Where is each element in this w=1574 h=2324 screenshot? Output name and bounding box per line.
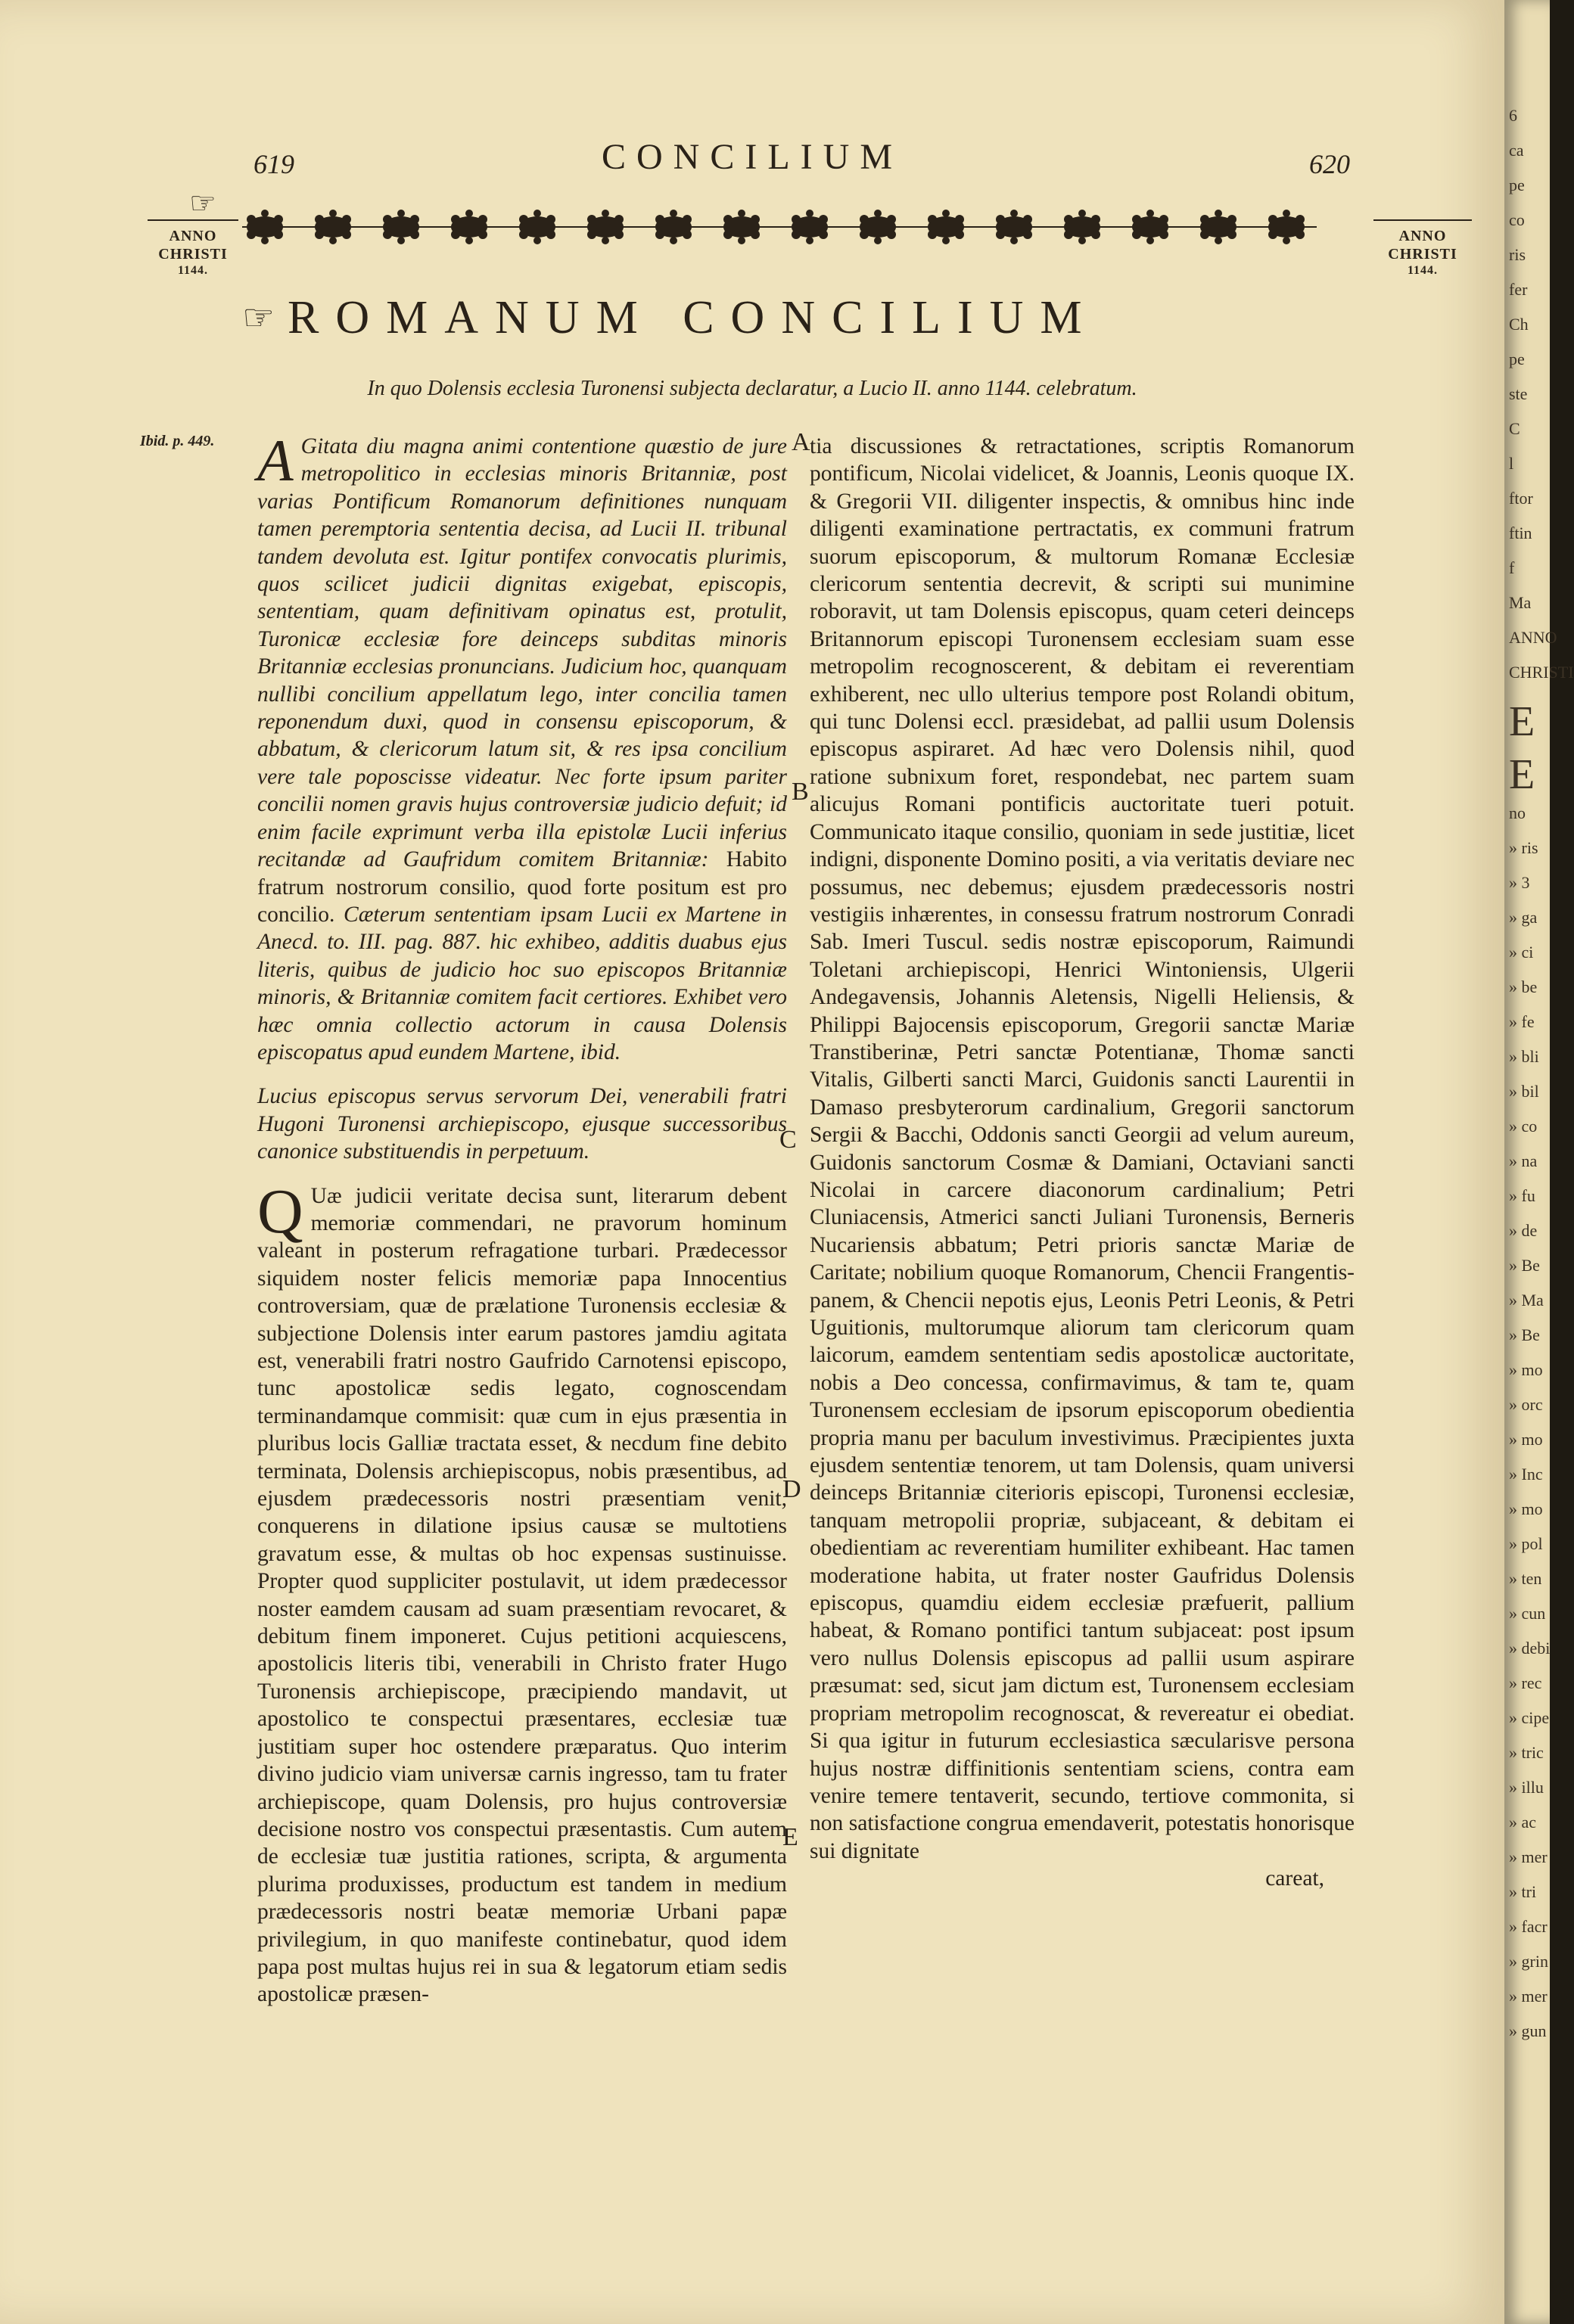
quoted-phrase: Habito fratrum nostrorum consilio, quod forte positum est pro concilio. — [257, 847, 787, 927]
next-page-fragment: » mo — [1509, 1430, 1543, 1449]
document-title: ROMANUM CONCILIUM — [288, 292, 1099, 343]
next-page-fragment: » mer — [1509, 1847, 1548, 1866]
section-letter-b: B — [792, 778, 809, 806]
next-page-fragment: » ris — [1509, 838, 1538, 857]
next-page-fragment: co — [1509, 210, 1525, 229]
next-page-fragment: » Be — [1509, 1325, 1540, 1344]
next-page-fragment: » cun — [1509, 1604, 1546, 1623]
next-page-fragment: ftor — [1509, 489, 1533, 508]
anno-christi-right: ANNO CHRISTI 1144. — [1388, 228, 1457, 277]
next-page-fragment: » mer — [1509, 1987, 1548, 2006]
next-page-fragment: pe — [1509, 176, 1525, 194]
next-page-fragment: » Inc — [1509, 1465, 1543, 1484]
drop-cap-q: Q — [257, 1176, 303, 1247]
next-page-fragment: » ci — [1509, 943, 1534, 962]
next-page-fragment: l — [1509, 454, 1514, 473]
next-page-fragment: » grin — [1509, 1952, 1548, 1971]
page-number-right: 620 — [1309, 149, 1350, 179]
next-page-fragment: Ma — [1509, 593, 1532, 612]
next-page-fragment: » mo — [1509, 1360, 1543, 1379]
letter-address: Lucius episcopus servus servorum Dei, venerabili fratri Hugoni Turonensi archiepiscopo, ejusque successoribus canonice substituendis in perpetuum. — [257, 1084, 787, 1164]
letter-body: Q Uæ judicii veritate decisa sunt, literarum debent memoriæ commendari, ne pravorum hominum valeant in posterum refragatione turbari. Prædecessor siquidem noster felicis memoriæ papa Innocentius controversiam, quæ de prælatione Turonensis ecclesiæ & subjectione Dolensis inter earum pastores jamdiu agitata est, venerabili fratri nostro Gaufrido Carnotensi episcopo, tunc apostolicæ sedis legato, cognoscendam terminandamque commisit: quæ cum in ejus præsentia in pluribus locis Galliæ tractata esset, & necdum fine debito terminata, Dolensis archiepiscopus, nobis præsentibus, ad ejusdem prædecessoris nostri præsentiam venit, conquerens in dilatione ipsius causæ se multotiens gravatum esse, & multas ob hoc expensas sustinuisse. Propter quod suppliciter postulavit, ut idem prædecessor noster eamdem causam ad suam præsentiam revocaret, & debitum finem imponeret. Cujus petitioni acquiescens, apostolicis literis tibi, venerabili in Christo frater Hugo Turonensis archiepiscope, præcipiendo mandavit, ut apostolico te conspectui præsentares, ecclesiæ tuæ justitiam super hoc ostendere præparatus. Quo interim divino judicio viam universæ carnis ingresso, tam tu frater archiepiscope, quam Dolensis, pro hujus controversiæ decisione nostro vos conspectui præsentastis. Cum autem de ecclesiæ tuæ justitia rationes, scripta, & argumenta plurima produxisses, productum est tandem in medium prædecessoris nostri beatæ memoriæ Urbani papæ privilegium, in quo manifeste continebatur, quod idem papa post multas hujus rei in sua & legatorum etiam sedis apostolicæ præsen- — [257, 1176, 787, 2007]
next-page-fragment: » Be — [1509, 1256, 1540, 1275]
next-page-fragment: » co — [1509, 1117, 1538, 1136]
next-page-fragment: » na — [1509, 1151, 1538, 1170]
next-page-fragment: » ac — [1509, 1813, 1537, 1832]
next-page-fragment: » orc — [1509, 1395, 1543, 1414]
next-page-fragment: » rec — [1509, 1673, 1542, 1692]
next-page-fragment: » illu — [1509, 1778, 1544, 1797]
next-page-fragment: » facr — [1509, 1917, 1548, 1936]
rule-right — [1373, 219, 1472, 221]
next-page-fragment: » pol — [1509, 1534, 1543, 1553]
next-page-fragment: 6 — [1509, 106, 1517, 125]
next-page-fragment: Ch — [1509, 315, 1529, 334]
next-page-fragment: fer — [1509, 280, 1528, 299]
anno-christi-left: ANNO CHRISTI 1144. — [158, 228, 228, 277]
next-page-fragment: » ga — [1509, 908, 1538, 927]
next-page-fragment: » cipe — [1509, 1708, 1550, 1727]
next-page-fragment: » ten — [1509, 1569, 1542, 1588]
pointing-hand-icon: ☞ — [242, 298, 275, 338]
next-page-fragment: ftin — [1509, 524, 1532, 542]
next-page-fragment: » bil — [1509, 1082, 1539, 1101]
section-letter-e: E — [782, 1823, 798, 1851]
next-page-fragment: » fe — [1509, 1012, 1535, 1031]
section-letter-a: A — [792, 428, 810, 456]
next-page-fragment: » 3 — [1509, 873, 1530, 892]
right-column — [810, 433, 1355, 1893]
running-title: CONCILIUM — [602, 137, 903, 177]
next-page-fragment: » mo — [1509, 1499, 1543, 1518]
margin-reference: Ibid. p. 449. — [140, 433, 215, 449]
next-page-fragment: » de — [1509, 1221, 1538, 1240]
next-page-fragment: » bli — [1509, 1047, 1539, 1066]
ornament-band — [242, 204, 1317, 250]
next-page-fragment: pe — [1509, 350, 1525, 368]
next-page-fragment: f — [1509, 558, 1515, 577]
page-number-left: 619 — [254, 149, 294, 179]
letter-continuation: tia discussiones & retractationes, scriptis Romanorum pontificum, Nicolai videlicet, & Joannis, Leonis quoque IX. & Gregorii VII. diligenter inspectis, & omnibus hinc inde diligenti examinatione pertractatis, ex communi fratrum suorum episcoporum, & multorum Romanæ Ecclesiæ clericorum sententia decrevit, & scripti sui munimine roboravit, ut tam Dolensis episcopus, quam ceteri deinceps Britannorum episcopi Turonensem ecclesiam suam esse metropolim recognoscerent, & debitam ei reverentiam exhiberent, nec ullo ulterius tempore post Rolandi obitum, qui tunc Dolensi eccl. præsidebat, ad pallii usum Dolensis episcopus aspiraret. Ad hæc vero Dolensis nihil, quod ratione subnixum foret, respondebat, nec partem suam alicujus Romani pontificis auctoritate tueri potuit. Communicato itaque consilio, quoniam in sede justitiæ, licet indigni, disponente Domino positi, a via veritatis deviare nec possumus, nec debemus; ejusdem prædecessoris nostri vestigiis inhærentes, in consessu fratrum nostrorum Conradi Sab. Imeri Tuscul. sedis nostræ episcoporum, Raimundi Toletani archiepiscopi, Henrici Wintoniensis, Ulgerii Andegavensis, Johannis Aletensis, Nigelli Heliensis, & Philippi Bajocensis episcoporum, Gregorii sanctæ Mariæ Transtiberinæ, Petri sanctæ Potentianæ, Thomæ sancti Vitalis, Gilberti sancti Marci, Guidonis sancti Laurentii in Damaso presbyterorum cardinalium, Gregorii sanctorum Sergii & Bacchi, Oddonis sancti Georgii ad velum aureum, Guidonis sanctorum Cosmæ & Damiani, Octaviani sancti Nicolai in carcere diaconorum cardinalium; Petri Cluniacensis, Atmerici sancti Juliani Turonensis, Berneris Nucariensis abbatum; Petri prioris sanctæ Mariæ de Caritate; nobilium quoque Romanorum, Chencii Frangentis-panem, & Chencii nepotis ejus, Leonis Petri Leonis, & Petri Uguitionis, multorumque aliorum tam clericorum quam laicorum, eamdem sententiam sedis apostolicæ auctoritate, nobis a Deo concessa, confirmavimus, & tam te, quam Turonensem ecclesiam de ipsorum episcoporum obedientia propria manu per baculum investivimus. Præcipientes juxta ejusdem sententiæ tenorem, ut tam Dolensis, quam universi deinceps Britanniæ citerioris episcopi, Turonensi ecclesiæ, tanquam metropolii propriæ, subjaceant, & debitam ei obedientiam ac reverentiam humiliter exhibeant. Hac tamen moderatione habita, ut frater noster Gaufridus Dolensis episcopus, quamdiu eidem ecclesiæ præfuerit, pallium habeat, & Romano pontifici tantum subjaceat: post ipsum vero nullus Dolensis episcopus ad pallii usum aspirare præsumat: sed, sicut jam dictum est, Turonensem ecclesiam propriam metropolim recognoscat, & revereatur ei obediat. Si qua igitur in futurum ecclesiastica sæcularisve persona hujus nostræ diffinitionis sententiam sciens, contra eam venire temere tentaverit, secundo, tertiove commonita, si non satisfactione congrua emendaverit, potestatis honorisque sui dignitate — [810, 434, 1355, 1863]
next-page-fragment: » debi — [1509, 1639, 1551, 1658]
drop-cap-a: A — [257, 427, 294, 493]
next-page-fragment: » Ma — [1509, 1291, 1544, 1310]
next-page-fragment: » tric — [1509, 1743, 1544, 1762]
next-page-fragment: » tri — [1509, 1882, 1537, 1901]
pointing-hand-icon: ☞ — [189, 186, 216, 220]
rule-left — [148, 219, 238, 221]
next-page-fragment: E — [1509, 698, 1535, 745]
section-letter-d: D — [782, 1475, 801, 1503]
next-page-fragment: CHRISTI — [1509, 663, 1574, 682]
next-page-fragment: ca — [1509, 141, 1524, 160]
next-page-fragment: ste — [1509, 384, 1528, 403]
next-page-fragment: C — [1509, 419, 1520, 438]
next-page-edge — [1504, 0, 1574, 2324]
next-page-fragment: no — [1509, 803, 1526, 822]
section-letter-c: C — [779, 1126, 797, 1154]
introduction: A Gitata diu magna animi contentione quæstio de jure metropolitico in ecclesias minoris Britanniæ, post varias Pontificum Romanorum definitiones nunquam tamen peremptoria sententia decisa, ad Lucii II. tribunal tandem devoluta est. Igitur pontifex convocatis plurimis, quos scilicet judicii dignitas exigebat, episcopis, sententiam, quam definitivam opinatus est, protulit, Turonicæ ecclesiæ fore deinceps subditas minoris Britanniæ ecclesias pronuncians. Judicium hoc, quanquam nullibi concilium appellatum lego, inter concilia tamen reponendum duxi, quod in consensu episcoporum, & abbatum, & clericorum latum sit, & res ipsa concilium vere tale poposcisse videatur. Nec forte ipsum pariter concilii nomen gravis hujus controversiæ judicio defuit; id enim facile exprimunt verba illa epistolæ Lucii inferius recitandæ ad Gaufridum comitem Britanniæ: Habito fratrum nostrorum consilio, quod forte positum est pro concilio. Cæterum sententiam ipsam Lucii ex Martene in Anecd. to. III. pag. 887. hic exhibeo, additis duabus ejus literis, quibus de judicio hoc suo episcopos Britanniæ minoris, & Britanniæ comitem facit certiores. Exhibet vero hæc omnia collectio actorum in causa Dolensis episcopatus apud eundem Martene, ibid. — [257, 427, 788, 1064]
catchword: careat, — [1265, 1866, 1324, 1891]
next-page-fragment: ANNO — [1509, 628, 1557, 647]
document-subtitle: In quo Dolensis ecclesia Turonensi subjecta declaratur, a Lucio II. anno 1144. celebratum. — [367, 377, 1137, 400]
left-column — [257, 427, 788, 2009]
next-page-fragment: E — [1509, 751, 1535, 798]
next-page-fragment: » gun — [1509, 2021, 1547, 2040]
next-page-fragment: » be — [1509, 977, 1538, 996]
next-page-fragment: » fu — [1509, 1186, 1535, 1205]
next-page-fragment: ris — [1509, 245, 1526, 264]
